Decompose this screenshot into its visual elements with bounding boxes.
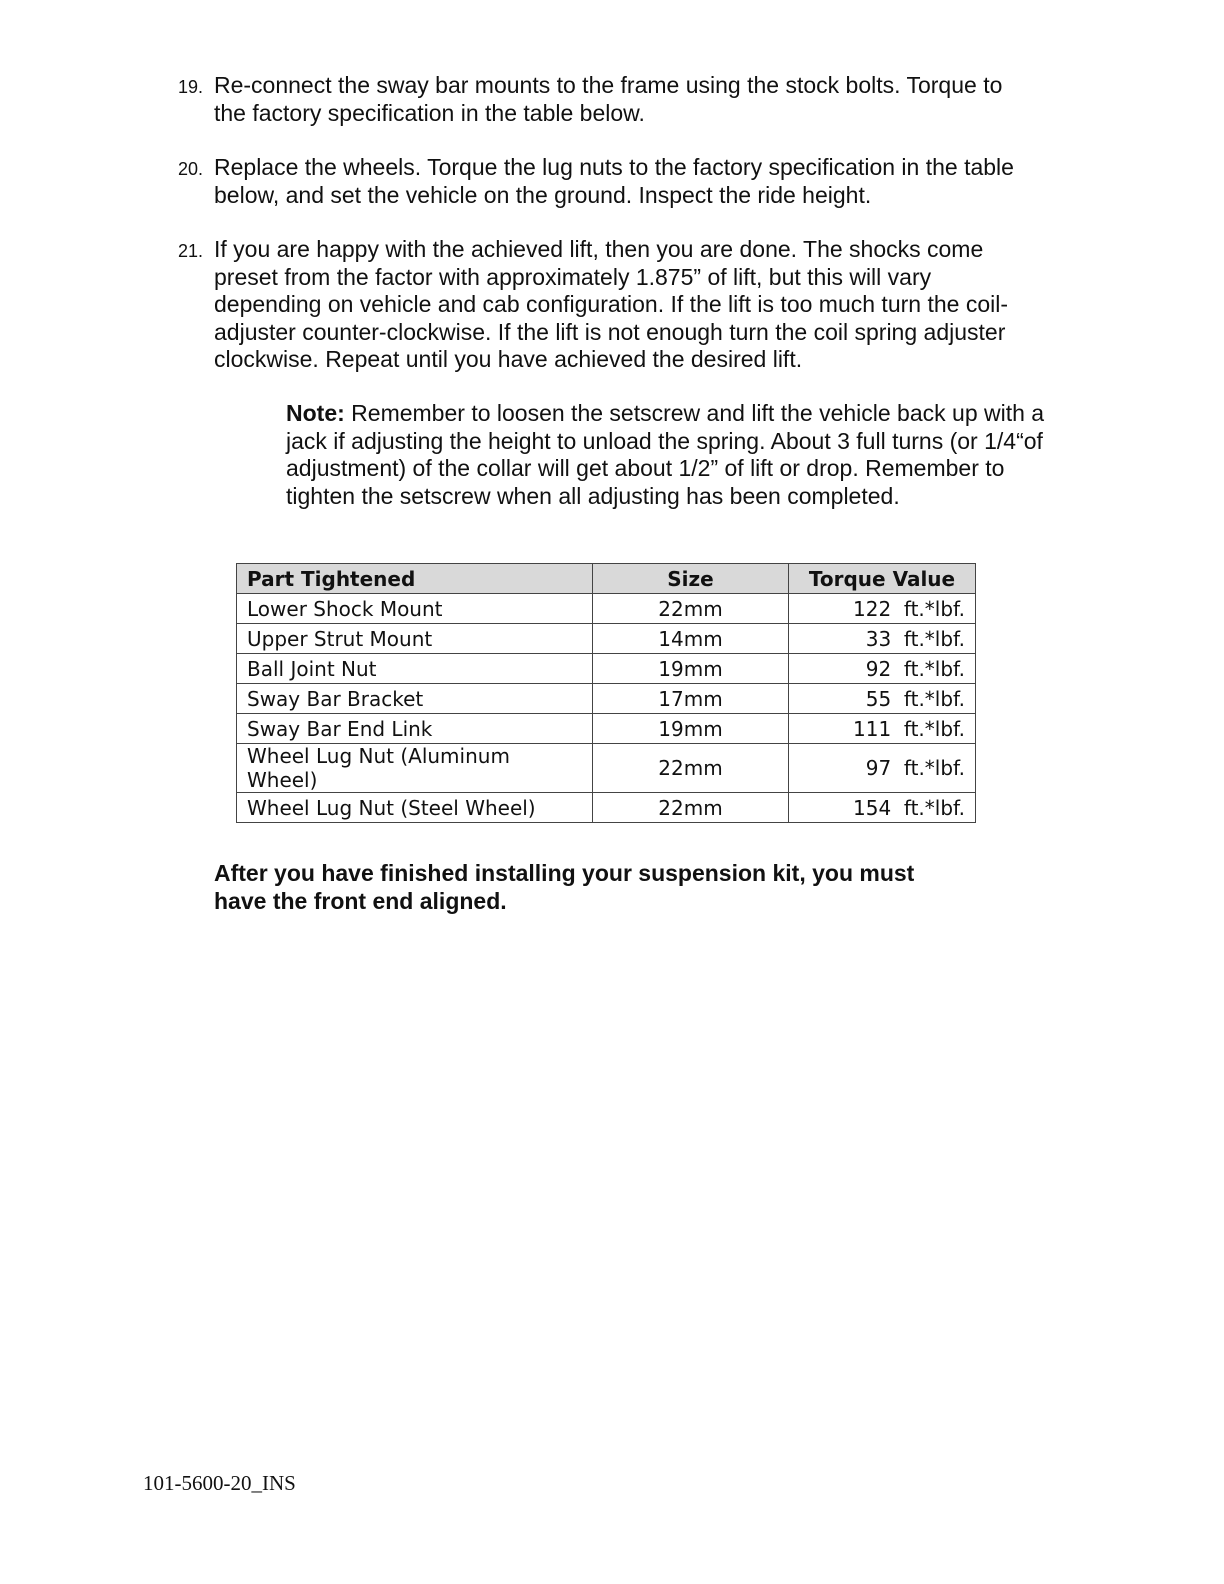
step-line: below, and set the vehicle on the ground. Inspect the ride height. (214, 181, 872, 208)
step-number: 19. (178, 77, 204, 97)
table-row (237, 594, 976, 624)
step-line: preset from the factor with approximately 1.875” of lift, but this will vary (214, 263, 932, 290)
table-row (237, 744, 976, 793)
header-torque: Torque Value (789, 564, 976, 594)
note-line: Remember to loosen the setscrew and lift the vehicle back up with a (344, 400, 1045, 426)
step-text (214, 154, 1078, 209)
step-line: Replace the wheels. Torque the lug nuts to the factory specification in the table (214, 154, 1014, 180)
cell-torque: 33 ft.*lbf. (789, 624, 976, 654)
cell-size: 19mm (593, 714, 789, 744)
cell-part: Lower Shock Mount (237, 594, 593, 624)
cell-torque: 122 ft.*lbf. (789, 594, 976, 624)
step-line: Re-connect the sway bar mounts to the frame using the stock bolts. Torque to (214, 72, 1003, 98)
step-text (214, 236, 1078, 374)
cell-torque: 55 ft.*lbf. (789, 684, 976, 714)
cell-part: Ball Joint Nut (237, 654, 593, 684)
step-text (214, 72, 1078, 127)
step-19 (178, 72, 1078, 127)
cell-torque: 92 ft.*lbf. (789, 654, 976, 684)
table-row (237, 684, 976, 714)
cell-size: 17mm (593, 684, 789, 714)
cell-torque: 97 ft.*lbf. (789, 744, 976, 793)
step-line: clockwise. Repeat until you have achieved the desired lift. (214, 346, 803, 372)
warning-line: have the front end aligned. (214, 888, 507, 914)
cell-part: Sway Bar Bracket (237, 684, 593, 714)
torque-table (236, 563, 976, 823)
header-part: Part Tightened (237, 564, 593, 594)
cell-size: 22mm (593, 793, 789, 823)
cell-part: Sway Bar End Link (237, 714, 593, 744)
table-header-row (237, 564, 976, 594)
table-row (237, 714, 976, 744)
table-row (237, 793, 976, 823)
note-line: adjustment) of the collar will get about 1/2” of lift or drop. Remember to (286, 455, 1005, 481)
cell-part: Wheel Lug Nut (Aluminum Wheel) (237, 744, 593, 793)
header-size: Size (593, 564, 789, 594)
cell-size: 14mm (593, 624, 789, 654)
note-line: jack if adjusting the height to unload the spring. About 3 full turns (or 1/4“of (286, 427, 1043, 454)
alignment-warning (214, 859, 974, 915)
step-line: If you are happy with the achieved lift, then you are done. The shocks come (214, 236, 984, 262)
cell-size: 22mm (593, 744, 789, 793)
step-21 (178, 236, 1078, 374)
cell-size: 19mm (593, 654, 789, 684)
document-number-footer: 101-5600-20_INS (143, 1471, 296, 1495)
cell-size: 22mm (593, 594, 789, 624)
note-line: tighten the setscrew when all adjusting has been completed. (286, 482, 900, 509)
step-line: the factory specification in the table below. (214, 99, 645, 126)
step-line: adjuster counter-clockwise. If the lift is not enough turn the coil spring adjuster (214, 318, 1006, 345)
warning-line: After you have finished installing your suspension kit, you must (214, 860, 915, 886)
step-number: 21. (178, 241, 204, 261)
step-20 (178, 154, 1078, 209)
cell-torque: 154 ft.*lbf. (789, 793, 976, 823)
table-row (237, 624, 976, 654)
step-line: depending on vehicle and cab configuration. If the lift is too much turn the coil- (214, 291, 1008, 317)
table-row (237, 654, 976, 684)
cell-torque: 111 ft.*lbf. (789, 714, 976, 744)
step-number: 20. (178, 159, 204, 179)
note-label: Note: (286, 400, 345, 426)
cell-part: Upper Strut Mount (237, 624, 593, 654)
cell-part: Wheel Lug Nut (Steel Wheel) (237, 793, 593, 823)
note-paragraph (286, 400, 1086, 510)
